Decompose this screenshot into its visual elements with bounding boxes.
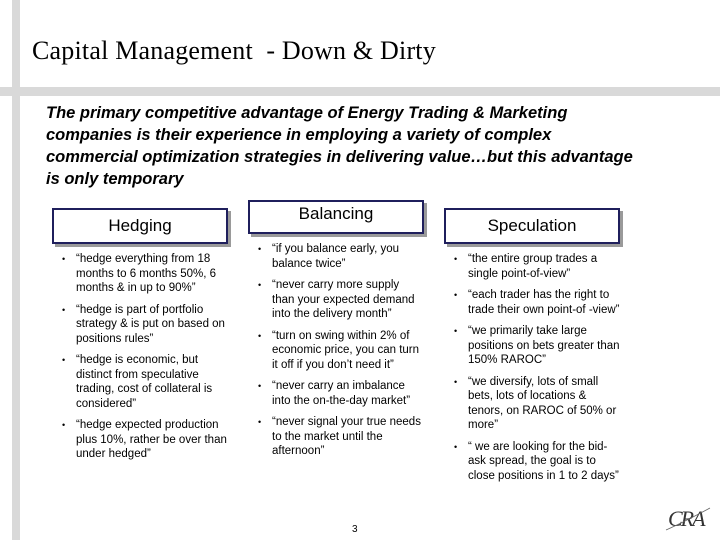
balancing-heading-box — [248, 200, 424, 234]
left-frame-bar — [12, 0, 20, 540]
list-item: • “hedge expected production plus 10%, rather be over than under hedged” — [66, 418, 228, 462]
speculation-bullet-list — [444, 252, 620, 483]
list-item: • “turn on swing within 2% of economic price, you can turn it off if you don’t need it” — [262, 329, 424, 373]
list-item: • “we primarily take large positions on bets greater than 150% RAROC” — [458, 324, 620, 368]
hedging-heading-box — [52, 208, 228, 244]
hedging-heading: Hedging — [108, 216, 172, 235]
cra-logo-icon — [664, 500, 714, 536]
speculation-heading-box — [444, 208, 620, 244]
list-item: • “never carry more supply than your expected demand into the delivery month” — [262, 278, 424, 322]
speculation-column — [444, 208, 620, 490]
list-item: • “hedge is economic, but distinct from speculative trading, cost of collateral is considered” — [66, 353, 228, 411]
list-item: • “each trader has the right to trade their own point-of -view” — [458, 288, 620, 317]
balancing-bullet-list — [248, 242, 424, 459]
list-item: • “never carry an imbalance into the on-the-day market” — [262, 379, 424, 408]
balancing-column — [248, 204, 424, 466]
hedging-bullet-list — [52, 252, 228, 462]
speculation-heading: Speculation — [487, 216, 577, 235]
list-item: • “hedge is part of portfolio strategy & is put on based on positions rules” — [66, 303, 228, 347]
page-number: 3 — [352, 524, 358, 535]
list-item: • “ we are looking for the bid-ask spread, the goal is to close positions in 1 to 2 days” — [458, 440, 620, 484]
list-item: • “we diversify, lots of small bets, lots of locations & tenors, on RAROC of 50% or more” — [458, 375, 620, 433]
slide-title: Capital Management - Down & Dirty — [32, 36, 436, 65]
hedging-column — [52, 208, 228, 469]
balancing-heading: Balancing — [298, 204, 374, 223]
svg-text:CRA: CRA — [668, 506, 704, 531]
list-item: • “if you balance early, you balance twice” — [262, 242, 424, 271]
list-item: • “never signal your true needs to the market until the afternoon” — [262, 415, 424, 459]
intro-statement: The primary competitive advantage of Energy Trading & Marketing companies is their experience in employing a variety of complex commercial optimization strategies in delivering value…but this advantage is only temporary — [46, 104, 633, 188]
list-item: • “the entire group trades a single point-of-view” — [458, 252, 620, 281]
title-divider-bar — [0, 87, 720, 96]
list-item: • “hedge everything from 18 months to 6 months 50%, 6 months & in up to 90%” — [66, 252, 228, 296]
